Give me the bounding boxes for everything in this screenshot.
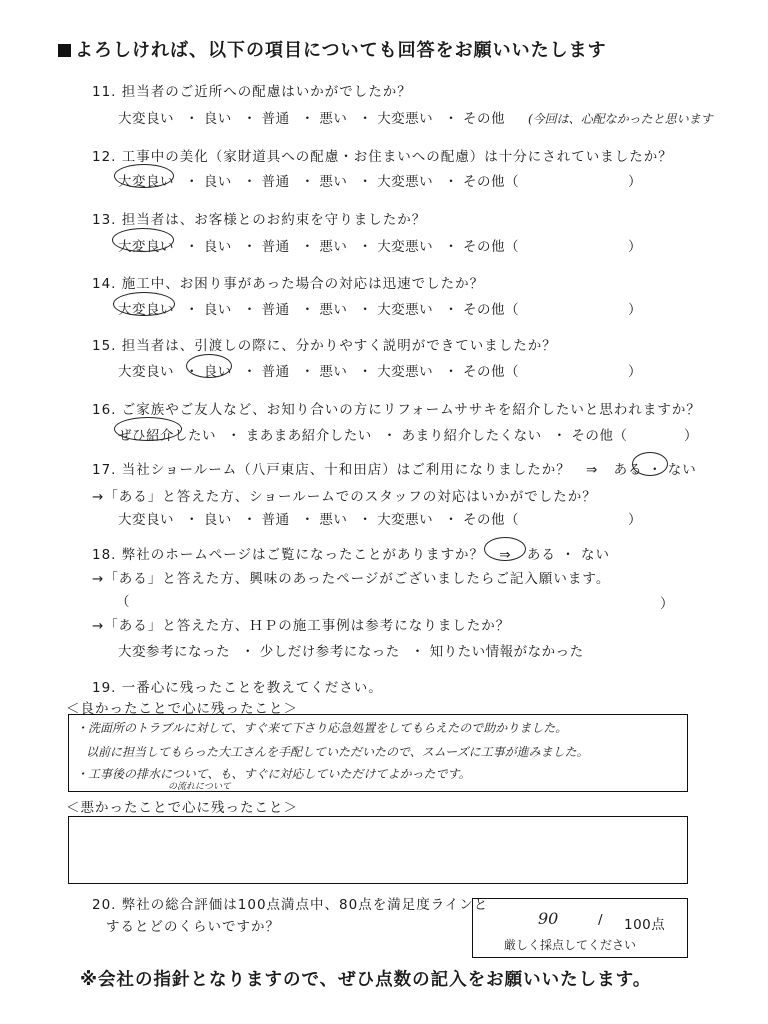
q15-close-paren: ） (628, 364, 642, 380)
option-yes[interactable]: ある (526, 547, 556, 563)
selection-circle (114, 417, 182, 441)
q18-paren-close: ） (660, 596, 675, 612)
option-bad[interactable]: 悪い (319, 174, 348, 190)
option-average[interactable]: 普通 (261, 302, 290, 318)
selection-circle (112, 228, 174, 252)
options-11: 大変良い ・ 良い ・ 普通 ・ 悪い ・ 大変悪い ・ その他 (118, 111, 505, 127)
bad-comment-box[interactable] (68, 816, 688, 884)
option-somewhat-helpful[interactable]: 少しだけ参考になった (259, 644, 400, 660)
option-average[interactable]: 普通 (261, 174, 290, 190)
q16-close-paren: ） (684, 428, 698, 444)
options-18: 大変参考になった ・ 少しだけ参考になった ・ 知りたい情報がなかった (118, 644, 584, 660)
option-not-helpful[interactable]: 知りたい情報がなかった (429, 644, 584, 660)
selection-circle (186, 354, 232, 378)
score-note: 厳しく採点してください (504, 938, 637, 952)
option-good[interactable]: 良い (203, 512, 232, 528)
question-20-line-2: するとどのくらいですか？ (106, 919, 280, 935)
option-average[interactable]: 普通 (261, 111, 290, 127)
q12-close-paren: ） (628, 174, 642, 190)
option-very-good[interactable]: 大変良い (118, 239, 174, 255)
question-13: 13. 担当者は、お客様とのお約束を守りましたか？ (92, 212, 427, 228)
question-18: 18. 弊社のホームページはご覧になったことがありますか？ ⇒ ある ・ ない (92, 547, 610, 563)
options-17: 大変良い ・ 良い ・ 普通 ・ 悪い ・ 大変悪い ・ その他（ (118, 512, 519, 528)
score-slash: / (598, 912, 604, 928)
options-12: 大変良い ・ 良い ・ 普通 ・ 悪い ・ 大変悪い ・ その他（ (118, 174, 519, 190)
option-very-bad[interactable]: 大変悪い (377, 364, 434, 380)
option-bad[interactable]: 悪い (319, 111, 348, 127)
bad-comment-label: ＜悪かったことで心に残ったこと＞ (66, 800, 298, 816)
option-very-bad[interactable]: 大変悪い (377, 512, 434, 528)
option-no[interactable]: ない (581, 547, 610, 563)
black-square-icon (58, 44, 71, 57)
q13-close-paren: ） (628, 239, 642, 255)
question-17: 17. 当社ショールーム（八戸東店、十和田店）はご利用になりましたか？ ⇒ ある ・ ない (92, 462, 697, 478)
option-good[interactable]: 良い (203, 302, 232, 318)
question-14: 14. 施工中、お困り事があった場合の対応は迅速でしたか？ (92, 276, 485, 292)
option-other[interactable]: その他（ (462, 302, 519, 318)
option-other[interactable]: その他（ (571, 428, 628, 444)
options-16: ぜひ紹介したい ・ まあまあ紹介したい ・ あまり紹介したくない ・ その他（ (118, 428, 628, 444)
options-13: 大変良い ・ 良い ・ 普通 ・ 悪い ・ 大変悪い ・ その他（ (118, 239, 519, 255)
option-good[interactable]: 良い (203, 111, 232, 127)
option-other[interactable]: その他（ (462, 364, 519, 380)
selection-circle (113, 292, 175, 316)
option-yes[interactable]: ある (613, 462, 643, 478)
good-comment-line-3: ・工事後の排水について、も、すぐに対応していただけてよかったです。 (76, 767, 471, 781)
q18-paren-open: （ (116, 594, 131, 610)
option-average[interactable]: 普通 (261, 239, 290, 255)
good-comment-line-2: 以前に担当してもらった大工さんを手配していただいたので、スムーズに工事が進みました。 (86, 745, 589, 759)
option-very-good[interactable]: 大変良い (118, 174, 174, 190)
option-very-good[interactable]: 大変良い (118, 364, 174, 380)
question-20-line-1: 20. 弊社の総合評価は100点満点中、80点を満足度ラインと (92, 897, 489, 913)
option-very-bad[interactable]: 大変悪い (377, 174, 434, 190)
good-comment-label: ＜良かったことで心に残ったこと＞ (66, 701, 298, 717)
q14-close-paren: ） (628, 302, 642, 318)
options-14: 大変良い ・ 良い ・ 普通 ・ 悪い ・ 大変悪い ・ その他（ (118, 302, 519, 318)
question-11: 11. 担当者のご近所への配慮はいかがでしたか？ (92, 84, 412, 100)
option-very-bad[interactable]: 大変悪い (377, 239, 434, 255)
option-very-good[interactable]: 大変良い (118, 111, 174, 127)
q11-handwritten-note: (今回は、心配なかったと思います (528, 112, 713, 126)
q18-followup-pages: →「ある」と答えた方、興味のあったページがございましたらご記入願います。 (92, 571, 611, 587)
options-15: 大変良い ・ 良い ・ 普通 ・ 悪い ・ 大変悪い ・ その他（ (118, 364, 519, 380)
score-max: 100点 (624, 917, 666, 933)
good-comment-line-1: ・洗面所のトラブルに対して、すぐ来て下さり応急処置をしてもらえたので助かりました。 (76, 721, 568, 735)
option-no[interactable]: ない (667, 462, 697, 478)
option-very-good[interactable]: 大変良い (118, 302, 174, 318)
option-bad[interactable]: 悪い (319, 364, 348, 380)
option-bad[interactable]: 悪い (319, 512, 348, 528)
option-other[interactable]: その他（ (462, 512, 519, 528)
option-definitely-recommend[interactable]: ぜひ紹介したい (118, 428, 216, 444)
option-bad[interactable]: 悪い (319, 239, 348, 255)
option-very-bad[interactable]: 大変悪い (377, 111, 434, 127)
page-heading: よろしければ、以下の項目についても回答をお願いいたします (58, 36, 607, 62)
option-good[interactable]: 良い (203, 174, 232, 190)
option-other[interactable]: その他（ (462, 239, 519, 255)
option-good[interactable]: 良い (203, 239, 232, 255)
option-good[interactable]: 良い (203, 364, 232, 380)
option-other[interactable]: その他（ (462, 174, 519, 190)
option-somewhat-recommend[interactable]: まあまあ紹介したい (245, 428, 372, 444)
option-very-bad[interactable]: 大変悪い (377, 302, 434, 318)
option-very-helpful[interactable]: 大変参考になった (118, 644, 230, 660)
option-average[interactable]: 普通 (261, 512, 290, 528)
question-16: 16. ご家族やご友人など、お知り合いの方にリフォームササキを紹介したいと思われますか？ (92, 402, 701, 418)
score-value[interactable]: 90 (538, 909, 559, 928)
q17-followup: →「ある」と答えた方、ショールームでのスタッフの対応はいかがでしたか？ (92, 489, 597, 505)
selection-circle (632, 452, 668, 476)
option-average[interactable]: 普通 (261, 364, 290, 380)
option-bad[interactable]: 悪い (319, 302, 348, 318)
option-other[interactable]: その他 (462, 111, 505, 127)
option-very-good[interactable]: 大変良い (118, 512, 174, 528)
selection-circle (114, 164, 174, 188)
question-19: 19. 一番心に残ったことを教えてください。 (92, 680, 383, 696)
q17-close-paren: ） (628, 512, 642, 528)
q18-followup-examples: →「ある」と答えた方、ＨＰの施工事例は参考になりましたか？ (92, 618, 511, 634)
footer-note: ※会社の指針となりますので、ぜひ点数の記入をお願いいたします。 (80, 970, 652, 990)
option-not-recommend[interactable]: あまり紹介したくない (401, 428, 542, 444)
selection-circle (484, 537, 526, 561)
question-12: 12. 工事中の美化（家財道具への配慮・お住まいへの配慮）は十分にされていましたか？ (92, 149, 673, 165)
question-15: 15. 担当者は、引渡しの際に、分かりやすく説明ができていましたか？ (92, 338, 557, 354)
good-comment-note: の流れについて (168, 782, 231, 792)
